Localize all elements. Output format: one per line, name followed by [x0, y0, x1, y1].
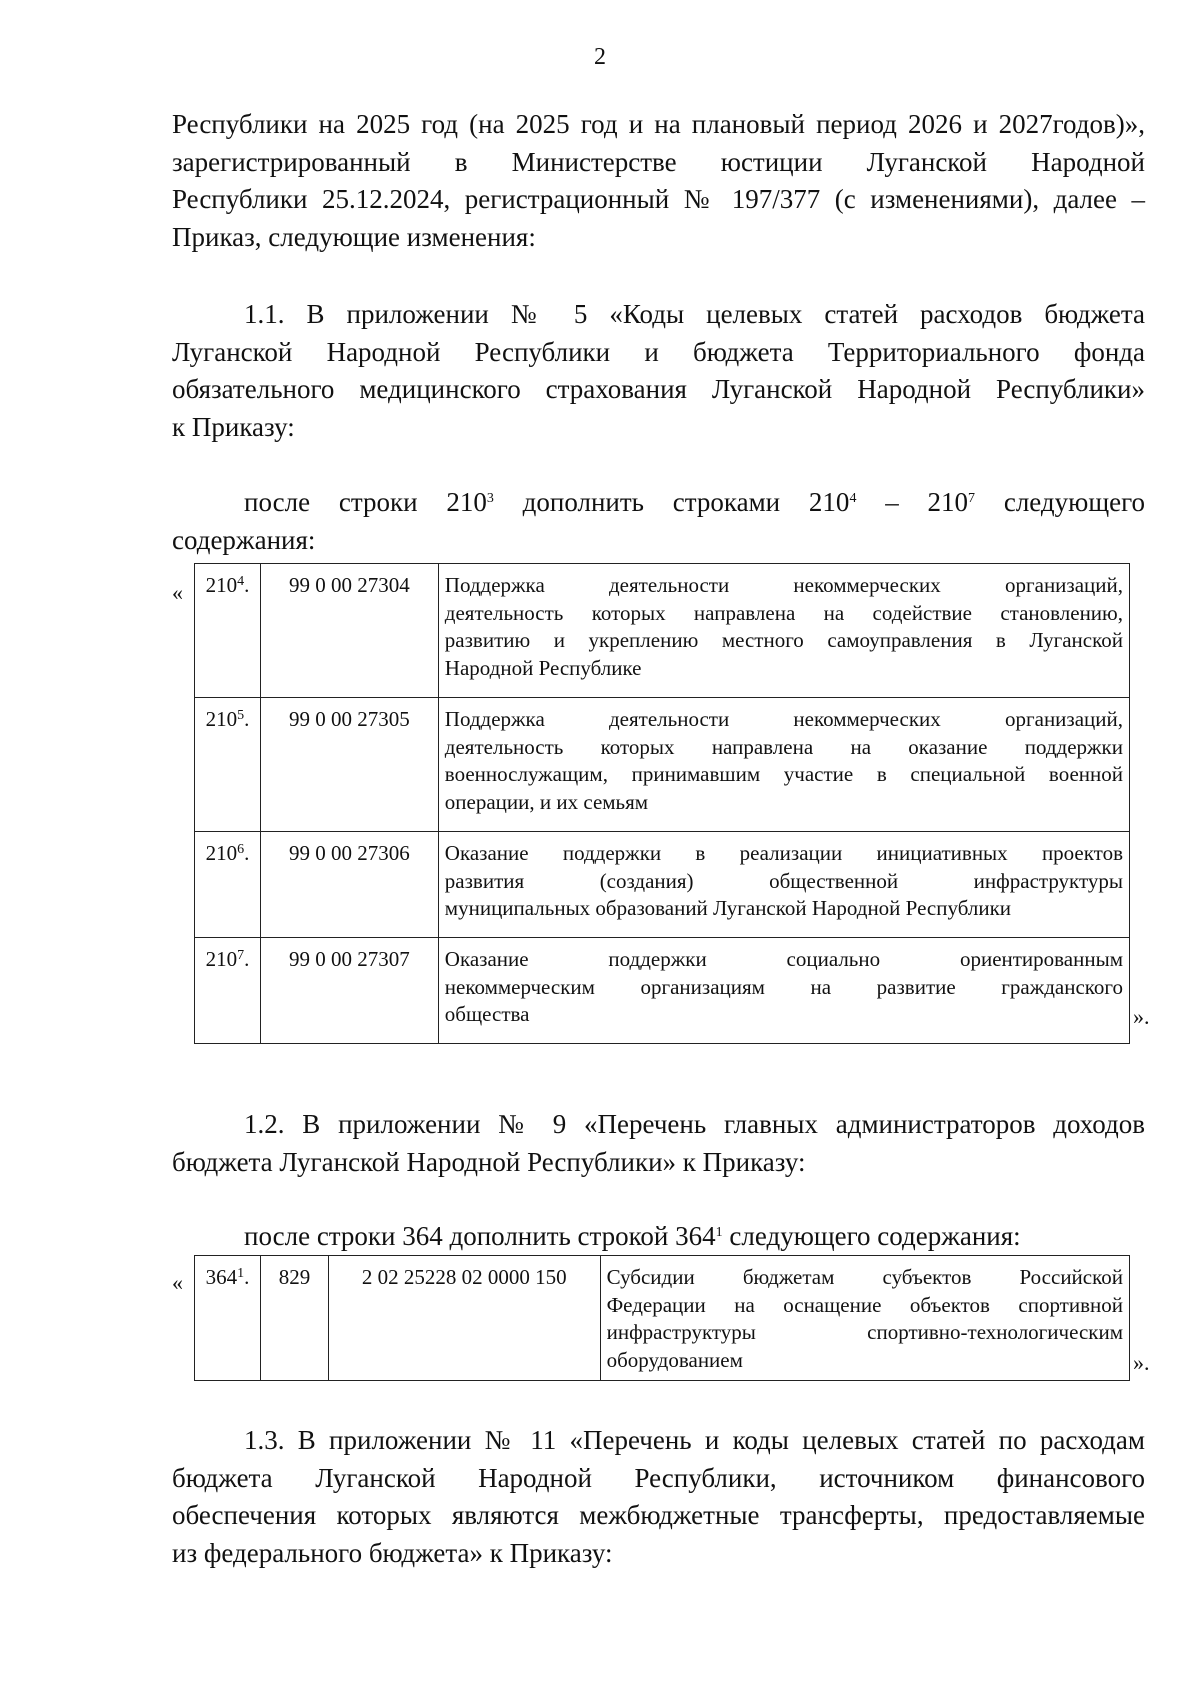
following-text: следующего — [975, 487, 1146, 517]
sup: 3 — [486, 491, 494, 506]
after-row-line — [172, 484, 1145, 522]
after-suffix: следующего содержания: — [722, 1221, 1021, 1251]
section-1-2-paragraph — [172, 1106, 1145, 1181]
row-number: $210^4$. — [195, 564, 261, 698]
row-number: $210^5$. — [195, 698, 261, 832]
row-code: 99 0 00 27305 — [260, 698, 438, 832]
row-text: Поддержка деятельности некоммерческих организаций, деятельность которых направлена на оказание поддержки военнослужащим, принимавшим участие в специальной военной операции, и их семьям — [438, 698, 1129, 832]
add-text: дополнить строками 210 — [493, 487, 850, 517]
row-code: 99 0 00 27304 — [260, 564, 438, 698]
dash-text: – 210 — [856, 487, 969, 517]
section-line: 1.1. В приложении № 5 «Коды целевых статей расходов бюджета — [244, 299, 1145, 329]
intro-paragraph — [172, 106, 1145, 256]
section-line: из федерального бюджета» к Приказу: — [172, 1537, 613, 1568]
sup: 1 — [715, 1225, 723, 1240]
table-row — [195, 1256, 1130, 1381]
close-quote: ». — [1133, 1350, 1150, 1375]
row-text: Оказание поддержки в реализации инициативных проектов развития (создания) общественной инфраструктуры муниципальных образований Луганской Народной Республики — [438, 832, 1129, 938]
section-1-3-paragraph — [172, 1422, 1145, 1572]
row-number: $210^6$. — [195, 832, 261, 938]
table-row — [195, 938, 1130, 1044]
row-revenue-code: 2 02 25228 02 0000 150 — [328, 1256, 600, 1381]
intro-line: Республики на 2025 год (на 2025 год и на плановый период 2026 и 2027годов)», — [172, 109, 1145, 139]
row-number: $210^7$. — [195, 938, 261, 1044]
after-row-prefix: после строки 210 — [244, 487, 487, 517]
section-1-2-after-row — [172, 1218, 1145, 1256]
sup: 4 — [849, 491, 857, 506]
intro-line: зарегистрированный в Министерстве юстиции Луганской Народной — [172, 146, 1145, 177]
table-row — [195, 564, 1130, 698]
row-text: Поддержка деятельности некоммерческих организаций, деятельность которых направлена на содействие становлению, развитию и укреплению местного самоуправления в Луганской Народной Республике — [438, 564, 1129, 698]
section-line: обеспечения которых являются межбюджетные трансферты, предоставляемые — [172, 1500, 1145, 1530]
close-quote: ». — [1133, 1004, 1150, 1029]
after-prefix: после строки 364 дополнить строкой 364 — [244, 1221, 716, 1251]
section-1-1-after-row — [172, 484, 1145, 559]
row-number: $364^1$. — [195, 1256, 261, 1381]
section-line: к Приказу: — [172, 411, 295, 442]
section-line: бюджета Луганской Народной Республики» к Приказу: — [172, 1146, 806, 1177]
row-admin-code: 829 — [260, 1256, 328, 1381]
section-line: 1.2. В приложении № 9 «Перечень главных администраторов доходов — [244, 1109, 1145, 1139]
row-text: Субсидии бюджетам субъектов Российской Федерации на оснащение объектов спортивной инфраструктуры спортивно-технологическим оборудованием — [600, 1256, 1129, 1381]
intro-line: Республики 25.12.2024, регистрационный № 197/377 (с изменениями), далее – — [172, 184, 1145, 214]
table-row — [195, 698, 1130, 832]
row-code: 99 0 00 27306 — [260, 832, 438, 938]
revenue-table — [194, 1255, 1130, 1381]
open-quote: « — [172, 580, 183, 605]
section-line: 1.3. В приложении № 11 «Перечень и коды целевых статей по расходам — [244, 1425, 1145, 1455]
page-number: 2 — [594, 44, 606, 70]
open-quote: « — [172, 1270, 183, 1295]
after-row-line — [172, 1218, 1145, 1256]
intro-line: Приказ, следующие изменения: — [172, 221, 536, 252]
row-code: 99 0 00 27307 — [260, 938, 438, 1044]
section-line: обязательного медицинского страхования Луганской Народной Республики» — [172, 374, 1145, 404]
content-word: содержания: — [172, 524, 316, 555]
section-line: Луганской Народной Республики и бюджета Территориального фонда — [172, 336, 1145, 367]
section-1-1-paragraph — [172, 296, 1145, 446]
row-text: Оказание поддержки социально ориентированным некоммерческим организациям на развитие гражданского общества — [438, 938, 1129, 1044]
sup: 7 — [968, 491, 976, 506]
codes-table-1 — [194, 563, 1130, 1044]
table-row — [195, 832, 1130, 938]
section-line: бюджета Луганской Народной Республики, источником финансового — [172, 1462, 1145, 1493]
